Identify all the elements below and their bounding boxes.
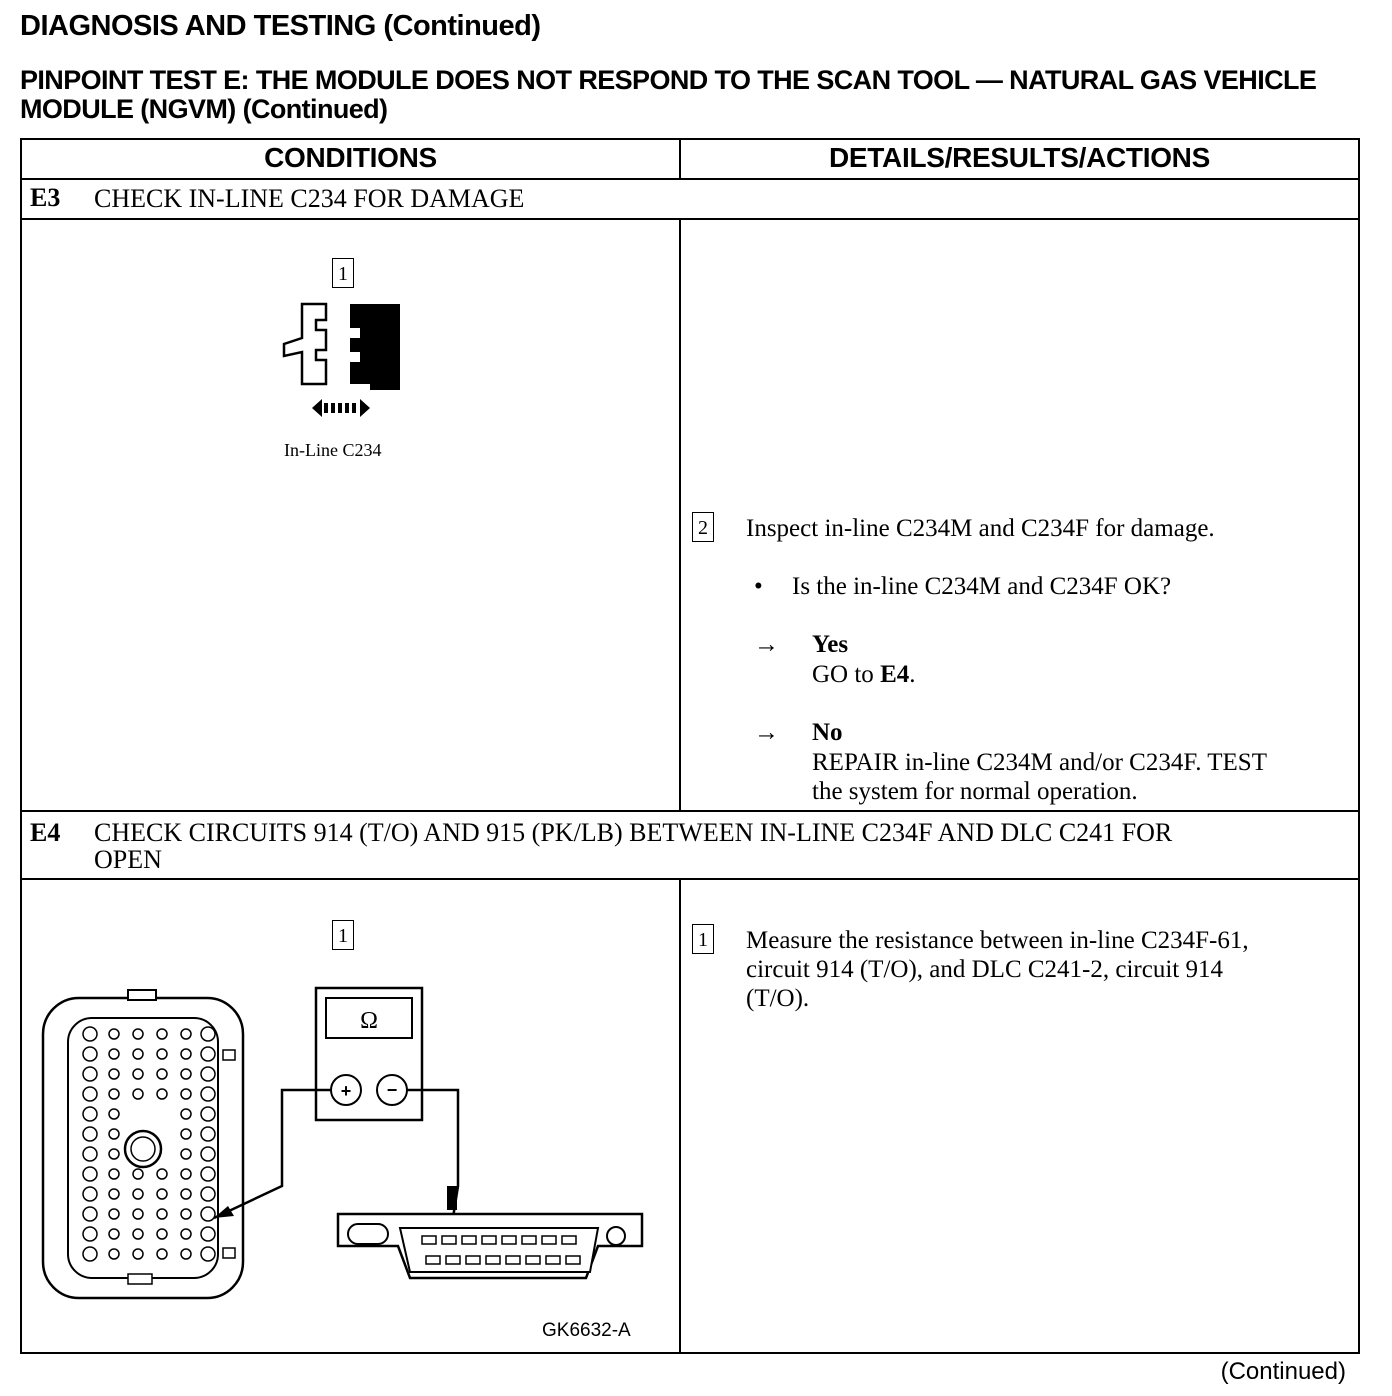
e4-title-divider xyxy=(22,878,1358,880)
dlc-pin xyxy=(446,1256,460,1264)
step-id-e4: E4 xyxy=(30,818,61,847)
continued-footer: (Continued) xyxy=(1220,1358,1346,1385)
connector-pin xyxy=(109,1029,119,1039)
connector-pin xyxy=(201,1127,215,1141)
step-id-e3: E3 xyxy=(30,183,61,212)
connector-pin xyxy=(201,1027,215,1041)
connector-pin xyxy=(181,1089,191,1099)
no-action-line1: REPAIR in-line C234M and/or C234F. TEST xyxy=(812,749,1267,776)
connector-pin xyxy=(181,1029,191,1039)
connector-pin xyxy=(133,1069,143,1079)
no-arrow-icon: → xyxy=(754,719,779,746)
yes-target-link[interactable]: E4 xyxy=(880,661,910,688)
inline-connector-illustration xyxy=(276,300,406,422)
connector-pin xyxy=(133,1249,143,1259)
connector-pin xyxy=(133,1169,143,1179)
no-label: No xyxy=(812,719,843,746)
connector-pin xyxy=(201,1247,215,1261)
connector-pin xyxy=(83,1227,97,1241)
connector-pin xyxy=(181,1069,191,1079)
bullet-icon: • xyxy=(754,573,763,600)
action-step-number: 1 xyxy=(692,924,714,954)
ohmmeter-icon xyxy=(316,988,422,1120)
connector-pin xyxy=(83,1147,97,1161)
connector-pin xyxy=(181,1149,191,1159)
connector-pin xyxy=(109,1069,119,1079)
connector-pin xyxy=(157,1049,167,1059)
connector-pin xyxy=(181,1049,191,1059)
step-title-e3: CHECK IN-LINE C234 FOR DAMAGE xyxy=(94,184,525,213)
pinpoint-test-title: PINPOINT TEST E: THE MODULE DOES NOT RESPOND TO THE SCAN TOOL — NATURAL GAS VEHICLE MODULE (NGVM) (Continued) xyxy=(20,65,1317,124)
connector-pin xyxy=(83,1067,97,1081)
connector-pin xyxy=(201,1107,215,1121)
figure-step-number: 1 xyxy=(332,258,354,288)
no-action-line2: the system for normal operation. xyxy=(812,778,1138,805)
dlc-pin xyxy=(442,1236,456,1244)
dlc-pin xyxy=(522,1236,536,1244)
dlc-pin xyxy=(486,1256,500,1264)
connector-pin xyxy=(201,1047,215,1061)
meter-ohm-symbol: Ω xyxy=(360,1008,378,1034)
measure-instruction-line1: Measure the resistance between in-line C234F-61, xyxy=(746,927,1249,954)
connector-pin xyxy=(133,1189,143,1199)
connector-pin xyxy=(133,1209,143,1219)
dlc-pin xyxy=(506,1256,520,1264)
yes-go-text: GO to xyxy=(812,661,874,688)
connector-pin xyxy=(109,1189,119,1199)
e3-bottom-divider xyxy=(22,810,1358,812)
question-text: Is the in-line C234M and C234F OK? xyxy=(792,573,1172,600)
connector-pin xyxy=(157,1249,167,1259)
measure-instruction-line3: (T/O). xyxy=(746,985,810,1012)
connector-pin xyxy=(83,1087,97,1101)
connector-pin xyxy=(201,1087,215,1101)
yes-label: Yes xyxy=(812,631,849,658)
connector-pin xyxy=(133,1049,143,1059)
dlc-pin xyxy=(566,1256,580,1264)
dlc-pin xyxy=(466,1256,480,1264)
dlc-pin xyxy=(426,1256,440,1264)
resistance-measurement-illustration xyxy=(38,986,658,1306)
dlc-pin xyxy=(542,1236,556,1244)
dlc-pin xyxy=(482,1236,496,1244)
column-divider-e4 xyxy=(679,878,681,1354)
connector-pin xyxy=(201,1187,215,1201)
figure-code: GK6632-A xyxy=(542,1320,631,1341)
page-title: DIAGNOSIS AND TESTING (Continued) xyxy=(20,10,541,42)
dlc-c241-connector-icon xyxy=(338,1214,642,1278)
connector-pin xyxy=(83,1107,97,1121)
connector-pin xyxy=(83,1167,97,1181)
dlc-pin xyxy=(422,1236,436,1244)
connector-pin xyxy=(109,1109,119,1119)
connector-pin xyxy=(109,1209,119,1219)
details-header: DETAILS/RESULTS/ACTIONS xyxy=(829,142,1210,173)
pinpoint-test-table xyxy=(20,138,1360,1354)
measure-instruction-line2: circuit 914 (T/O), and DLC C241-2, circuit 914 xyxy=(746,956,1223,983)
connector-pin xyxy=(157,1209,167,1219)
meter-plus-terminal: + xyxy=(340,1081,352,1101)
meter-minus-terminal: − xyxy=(386,1080,398,1100)
connector-pin xyxy=(201,1147,215,1161)
connector-pin xyxy=(157,1189,167,1199)
connector-pin xyxy=(201,1227,215,1241)
connector-pin xyxy=(109,1249,119,1259)
connector-pin xyxy=(157,1029,167,1039)
connector-pin xyxy=(157,1169,167,1179)
connector-pin xyxy=(83,1047,97,1061)
dlc-pin xyxy=(546,1256,560,1264)
figure-step-number: 1 xyxy=(332,920,354,950)
connector-pin xyxy=(201,1067,215,1081)
connector-pin xyxy=(157,1229,167,1239)
connector-pin xyxy=(109,1229,119,1239)
connector-pin xyxy=(133,1229,143,1239)
connector-pin xyxy=(133,1029,143,1039)
connector-pin xyxy=(201,1167,215,1181)
header-divider xyxy=(22,178,1358,180)
dlc-pin xyxy=(562,1236,576,1244)
connector-pin xyxy=(109,1169,119,1179)
connector-pin xyxy=(181,1129,191,1139)
yes-action xyxy=(812,660,916,690)
connector-pin xyxy=(109,1089,119,1099)
connector-pin xyxy=(157,1089,167,1099)
connector-pin xyxy=(181,1249,191,1259)
connector-pin xyxy=(181,1109,191,1119)
action-step-number: 2 xyxy=(692,512,714,542)
connector-pin xyxy=(83,1027,97,1041)
inline-c234f-connector-icon xyxy=(43,990,243,1298)
connector-pin xyxy=(181,1229,191,1239)
e3-title-divider xyxy=(22,218,1358,220)
connector-pin xyxy=(83,1187,97,1201)
dlc-pin xyxy=(526,1256,540,1264)
dlc-pin xyxy=(502,1236,516,1244)
connector-pin xyxy=(181,1189,191,1199)
connector-pin xyxy=(201,1207,215,1221)
connector-pin xyxy=(83,1127,97,1141)
conditions-header: CONDITIONS xyxy=(264,142,437,173)
connector-pin xyxy=(109,1149,119,1159)
step-title-e4-line2: OPEN xyxy=(94,845,162,874)
connector-pin xyxy=(83,1247,97,1261)
column-divider-e3 xyxy=(679,218,681,810)
connector-pin xyxy=(83,1207,97,1221)
connector-pin xyxy=(109,1129,119,1139)
connector-pin xyxy=(133,1089,143,1099)
connector-pin xyxy=(181,1169,191,1179)
inspect-instruction: Inspect in-line C234M and C234F for damage. xyxy=(746,515,1215,542)
step-title-e4-line1: CHECK CIRCUITS 914 (T/O) AND 915 (PK/LB) BETWEEN IN-LINE C234F AND DLC C241 FOR xyxy=(94,818,1173,847)
yes-arrow-icon: → xyxy=(754,631,779,658)
connector-pin xyxy=(109,1049,119,1059)
connector-pin xyxy=(157,1069,167,1079)
connector-pin xyxy=(181,1209,191,1219)
dlc-pin xyxy=(462,1236,476,1244)
figure-caption: In-Line C234 xyxy=(284,440,382,460)
yes-end: . xyxy=(909,661,916,688)
